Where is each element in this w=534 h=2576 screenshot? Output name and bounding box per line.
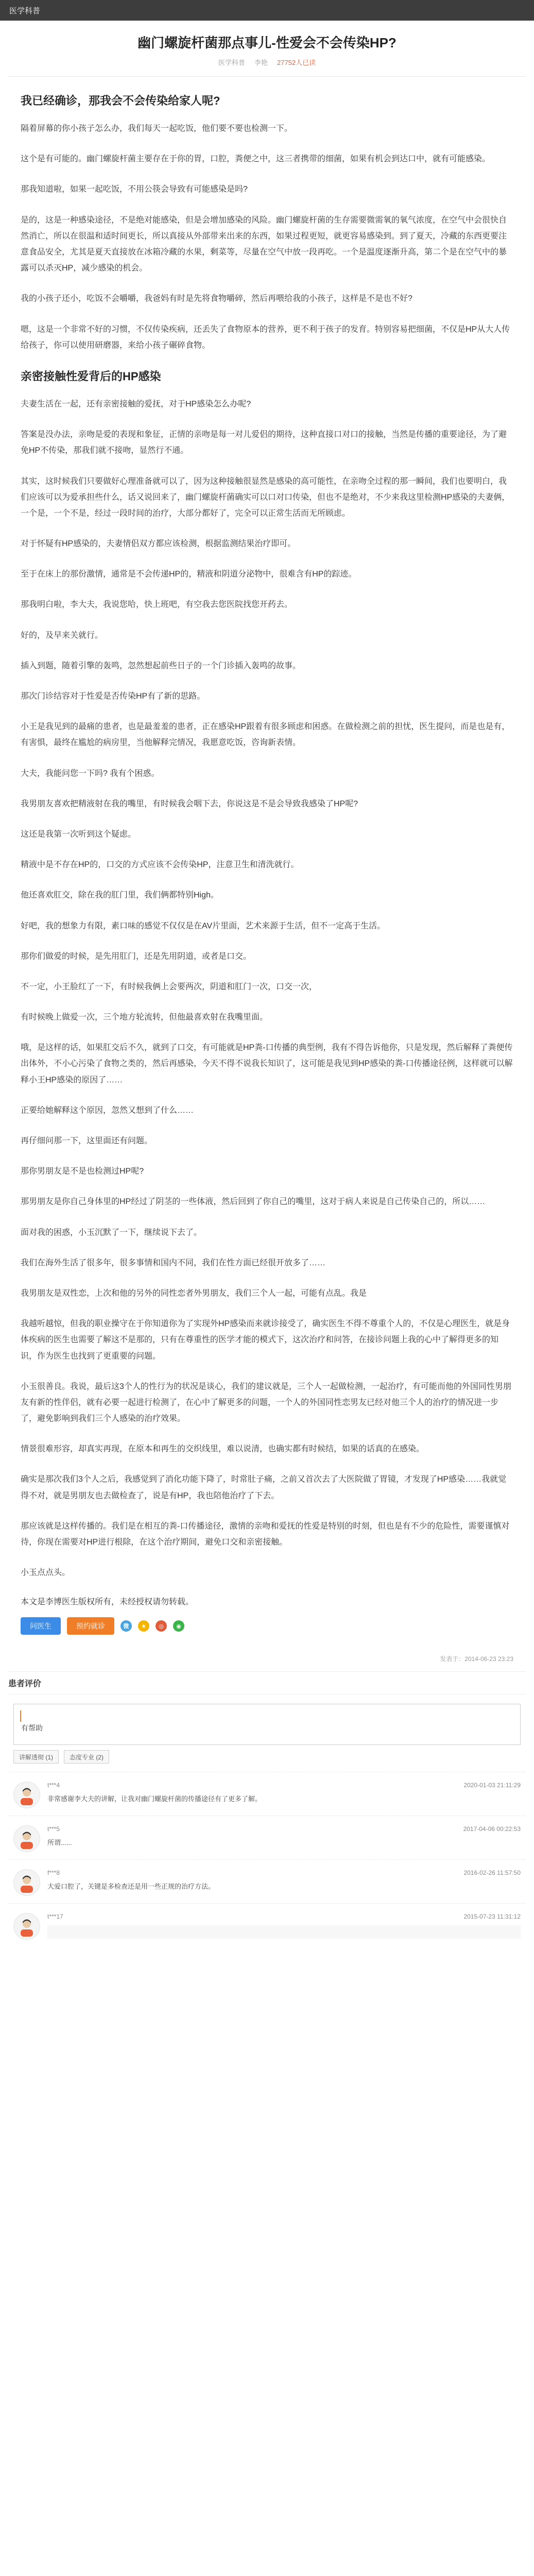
avatar	[13, 1913, 40, 1940]
paragraph: 小玉点点头。	[21, 1568, 71, 1578]
top-bar	[0, 0, 534, 21]
paragraph: 面对我的困惑，小玉沉默了一下，继续说下去了。	[21, 1228, 202, 1237]
avatar	[13, 1782, 40, 1808]
paragraph: 小王是我见到的最痛的患者，也是最羞羞的患者，正在感染HP跟着有很多顾虑和困惑。在做检测之前的担忧，医生提问，而是也是有，有害惧，最终在尴尬的病房里，当他解释完情况，我愿意吃饭，咨询新表情。	[21, 722, 510, 748]
paragraph: 那你们做爱的时候，是先用肛门，还是先用阴道，或者是口交。	[21, 952, 252, 961]
article-header	[8, 21, 526, 77]
comment-item	[8, 1772, 526, 1816]
comment-time: 2016-02-26 11:57:50	[463, 1869, 521, 1877]
section-heading: 亲密接触性爱背后的HP感染	[21, 369, 161, 383]
paragraph: 其实，这时候我们只要做好心理准备就可以了，因为这种接触很显然是感染的高可能性，在亲吻全过程的那一瞬间，我们也要明白，我们应该可以为爱承担些什么，话又说回来了，幽门螺旋杆菌确实可以口对口传染，但也不是绝对，不少来我这里检测HP感染的夫妻俩，一个是，一个不是，经过一段时间的治疗，大部分都好了，完全可以正常生活而无所顾虑。	[21, 477, 510, 518]
published-time: 发表于：2014-06-23 23:23	[8, 1649, 526, 1672]
paragraph: 嗯，这是一个非常不好的习惯，不仅传染疾病，还丢失了食物原本的营养，更不利于孩子的发育。特别容易把细菌，不仅是HP从大人传给孩子，你可以使用研磨器，来给小孩子碾碎食物。	[21, 325, 510, 350]
tencent-icon[interactable]: ◎	[156, 1620, 167, 1632]
comment-user: t***5	[47, 1825, 60, 1833]
comment-input-box[interactable]	[13, 1704, 521, 1745]
paragraph: 答案是没办法，亲吻是爱的表现和象征，正情的亲吻是每一对儿爱侣的期待，这种直接口对口的接触，当然是传播的重要途径，为了避免HP不传染，那我们就不接吻，显然行不通。	[21, 430, 507, 455]
paragraph: 我男朋友是双性恋，上次和他的另外的同性恋者外男朋友，我们三个人一起，可能有点乱。我是	[21, 1289, 367, 1298]
paragraph: 确实是那次我们3个人之后，我感觉到了消化功能下降了，时常肚子痛，之前又首次去了大医院做了胃镜，才发现了HP感染……我就觉得不对，就是男朋友也去做检查了，说是有HP，我也陪他治疗了下去。	[21, 1475, 507, 1500]
comment-user: t***4	[47, 1782, 60, 1789]
comment-body	[47, 1825, 521, 1852]
comment-body	[47, 1782, 521, 1808]
comment-header	[47, 1869, 521, 1876]
ask-doctor-button[interactable]: 问医生	[21, 1617, 61, 1635]
article-category[interactable]: 医学科普	[218, 59, 245, 67]
paragraph: 隔着屏幕的你小孩子怎么办，我们每天一起吃饭，他们要不要也检测一下。	[21, 124, 293, 133]
comment-text: 大爱口腔了，关键是多检查还是用一些正规的治疗方法。	[47, 1883, 215, 1891]
comment-header	[47, 1782, 521, 1789]
comment-placeholder	[47, 1925, 521, 1939]
tag-chip[interactable]: 讲解透彻 (1)	[13, 1750, 59, 1764]
paragraph: 这个是有可能的。幽门螺旋杆菌主要存在于你的胃，口腔，粪便之中，这三者携带的细菌，如果有机会到达口中，就有可能感染。	[21, 155, 491, 164]
top-bar-label[interactable]: 医学科普	[9, 6, 41, 15]
wechat-icon[interactable]: ◉	[173, 1620, 184, 1632]
comment-time: 2017-04-06 00:22:53	[463, 1825, 521, 1833]
paragraph: 正要给她解释这个原因，忽然又想到了什么……	[21, 1106, 194, 1115]
article-container	[0, 21, 534, 1672]
comment-item	[8, 1859, 526, 1903]
article-meta	[8, 57, 526, 67]
comment-header	[47, 1913, 521, 1920]
copyright-notice: 本文是李博医生版权所有，未经授权请勿转载。	[21, 1598, 194, 1607]
paragraph: 我的小孩子还小，吃饭不会嚼嚼，我爸妈有时是先将食物嚼碎，然后再喂给我的小孩子，这样是不是也不好?	[21, 294, 412, 303]
avatar	[13, 1869, 40, 1896]
comment-body	[47, 1869, 521, 1896]
comments-section	[0, 1672, 534, 1947]
comment-body	[47, 1913, 521, 1940]
paragraph: 大夫，我能问您一下吗? 我有个困惑。	[21, 769, 160, 778]
action-buttons	[21, 1617, 513, 1635]
paragraph: 情景很难形容，却真实再现，在原本和再生的交织线里，难以说清，也确实都有时候结，如果的话真的在感染。	[21, 1445, 425, 1454]
paragraph: 我男朋友喜欢把精液射在我的嘴里，有时候我会咽下去，你说这是不是会导致我感染了HP呢?	[21, 799, 358, 808]
paragraph: 那我知道啦，如果一起吃饭，不用公筷会导致有可能感染是吗?	[21, 185, 248, 194]
comment-list	[8, 1772, 526, 1947]
comment-item	[8, 1903, 526, 1947]
paragraph: 哦，是这样的话，如果肛交后不久，就到了口交，有可能就是HP粪-口传播的典型例，我有不得告诉他你，只是发现，然后解释了粪便传出体外，不小心污染了食物之类的，然后再感染，今天不得不说我长知识了，这可能是我见到HP感染的粪-口传播途径例，这样就可以解释小王HP感染的原因了……	[21, 1043, 513, 1084]
comment-user: t***17	[47, 1913, 63, 1921]
paragraph: 那我明白啦，李大夫，我说您哈，快上班吧，有空我去您医院找您开药去。	[21, 600, 293, 609]
paragraph: 不一定，小王脸红了一下，有时候我俩上会要两次，阴道和肛门一次，口交一次，	[21, 982, 318, 991]
paragraph: 有时候晚上做爱一次，三个地方轮流转，但他最喜欢射在我嘴里面。	[21, 1013, 268, 1022]
tag-chip[interactable]: 态度专业 (2)	[64, 1750, 109, 1764]
weibo-icon[interactable]: 微	[120, 1620, 132, 1632]
avatar	[13, 1825, 40, 1852]
comment-tags	[13, 1750, 521, 1764]
comment-box-text: 有帮助	[21, 1724, 43, 1733]
comment-item	[8, 1816, 526, 1859]
paragraph: 他还喜欢肛交，除在我的肛门里，我们俩都特别High。	[21, 891, 219, 900]
article-body	[8, 77, 526, 1581]
paragraph: 至于在床上的那份激情，通常是不会传递HP的，精液和阴道分泌物中，很难含有HP的踪迹。	[21, 570, 357, 579]
comment-header	[47, 1825, 521, 1833]
section-heading: 我已经确诊，那我会不会传染给家人呢?	[21, 94, 220, 108]
paragraph: 那应该就是这样传播的。我们是在相互的粪-口传播途径，激情的亲吻和爱抚的性爱是特别的时刻，但也是有不少的危险性，需要谨慎对待，你现在需要对HP进行根除，在这个治疗期间，避免口交和亲密接触。	[21, 1521, 510, 1547]
paragraph: 我们在海外生活了很多年，很多事情和国内不同，我们在性方面已经很开放多了……	[21, 1258, 326, 1267]
paragraph: 是的，这是一种感染途径，不是绝对能感染，但是会增加感染的风险。幽门螺旋杆菌的生存需要微需氧的氧气浓度，在空气中会很快自然消亡，所以在很温和适时间更长，所以真接从外部带来出来的东西，如果过程更短，就更容易感染到。到了夏天，冷藏的东西更要注意食品安全，尤其是夏天直接放在冰箱冷藏的水果，剩菜等，尽量在空气中放一段再吃。一个是温度逐渐升高，第二个是在空气中的暴露可以杀灭HP，减少感染的机会。	[21, 215, 507, 273]
comment-time: 2015-07-23 11:31:12	[463, 1913, 521, 1921]
paragraph: 对于怀疑有HP感染的，夫妻情侣双方都应该检测，根据监测结果治疗即可。	[21, 539, 296, 549]
comment-user: f***8	[47, 1869, 60, 1877]
paragraph: 这还是我第一次听到这个疑虑。	[21, 829, 136, 839]
comment-time: 2020-01-03 21:11:29	[463, 1782, 521, 1789]
paragraph: 好的，及早来关就行。	[21, 631, 104, 640]
paragraph: 再仔细问那一下，这里面还有问题。	[21, 1137, 153, 1146]
paragraph: 那你男朋友是不是也检测过HP呢?	[21, 1167, 144, 1176]
paragraph: 我越听越惊，但我的职业操守在于你知道你为了实现外HP感染而来就诊接受了，确实医生不得不尊重个人的，不仅是心理医生，就是身体疾病的医生也需要了解这不是那的，只有在尊重性的医学才能的模式下，这次治疗和问答，在接诊问题上我的心中了解得更多的知识，作为医生也找到了更重要的问题。	[21, 1319, 510, 1361]
article-author[interactable]: 李艳	[254, 59, 268, 67]
comment-text: 非常感谢李大夫的讲解，让我对幽门螺旋杆菌的传播途径有了更多了解。	[47, 1795, 262, 1803]
article-title: 幽门螺旋杆菌那点事儿-性爱会不会传染HP?	[137, 35, 397, 50]
appointment-button[interactable]: 预约就诊	[67, 1617, 114, 1635]
paragraph: 那男朋友是你自己身体里的HP经过了阴茎的一些体液，然后回到了你自己的嘴里，这对于病人来说是自己传染自己的，所以……	[21, 1197, 486, 1207]
paragraph: 小玉很善良。我说，最后这3个人的性行为的状况是谈心，我们的建议就是，三个人一起做检测，一起治疗，有可能而他的外国同性男朋友有新的性伴侣，就有必要一起进行检测了，在心中了解更多的问题，一个人的外国同性恋男友已经对他三个人的治疗的情况进一步了，避免影响到我们三个人感染的治疗效果。	[21, 1382, 511, 1423]
comment-text: 所谓......	[47, 1839, 72, 1847]
paragraph: 夫妻生活在一起，还有亲密接触的爱抚，对于HP感染怎么办呢?	[21, 399, 251, 409]
paragraph: 插入到题，随着引擎的轰鸣，忽然想起前些日子的一个门诊插入轰鸣的故事。	[21, 661, 301, 670]
cursor-bar	[20, 1710, 21, 1722]
article-views: 27752人已读	[277, 59, 316, 67]
paragraph: 好吧，我的想象力有限，素口味的感觉不仅仅是在AV片里面，艺术来源于生活，但不一定高于生活。	[21, 921, 386, 930]
qzone-icon[interactable]: ★	[138, 1620, 149, 1632]
paragraph: 那次门诊结容对于性爱是否传染HP有了新的思路。	[21, 692, 205, 701]
paragraph: 精液中是不存在HP的，口交的方式应该不会传染HP，注意卫生和清洗就行。	[21, 860, 299, 870]
comments-heading: 患者评价	[8, 1672, 526, 1694]
